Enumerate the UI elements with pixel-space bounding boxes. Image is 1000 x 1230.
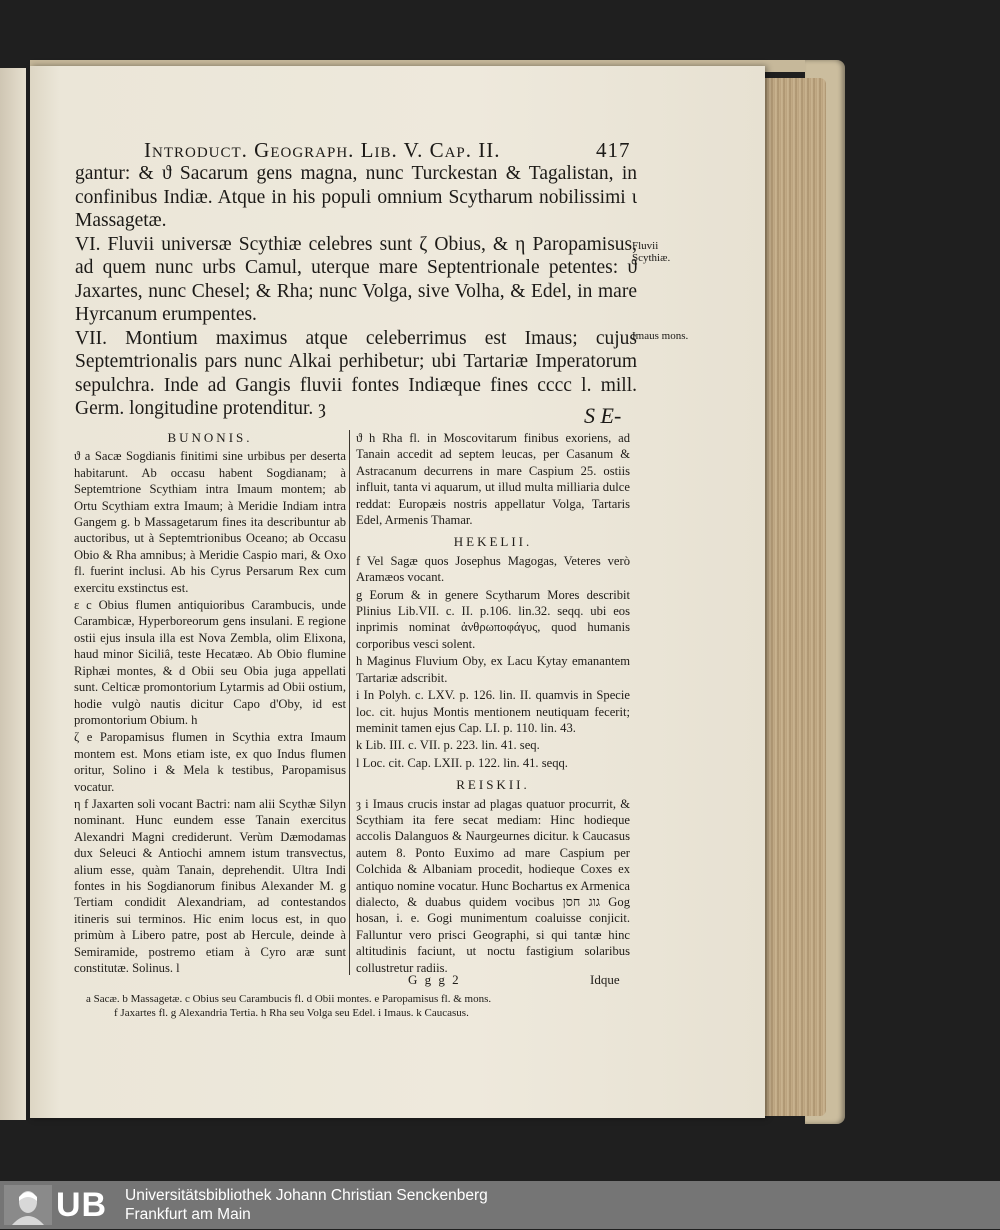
running-header bbox=[144, 138, 634, 163]
marginal-index-footnote bbox=[86, 992, 646, 1020]
institution-name bbox=[125, 1186, 488, 1224]
column-divider bbox=[349, 430, 350, 975]
catchword-bottom: Idque bbox=[590, 972, 620, 987]
margin-note-fluvii: Fluvii Scythiæ. bbox=[632, 240, 671, 264]
page-number: 417 bbox=[596, 138, 631, 162]
section-heading: HEKELII. bbox=[453, 534, 533, 550]
commentary-paragraph: l Loc. cit. Cap. LXII. p. 122. lin. 41. seqq. bbox=[356, 755, 568, 770]
library-footer bbox=[0, 1181, 1000, 1229]
footnote-line: a Sacæ. b Massagetæ. c Obius seu Carambucis fl. d Obii montes. e Paropamisus fl. & mons. bbox=[86, 993, 492, 1005]
section-heading: BUNONIS. bbox=[167, 430, 253, 445]
running-title: Introduct. Geograph. Lib. V. Cap. II. bbox=[144, 138, 501, 162]
commentary-paragraph: ϑ a Sacæ Sogdianis finitimi sine urbibus per deserta habitarunt. Ab occasu habent Sogdianam; à Septemtrione Scythiam intra Imaum montem; ab Ortu Scythiam extra Imaum; à Meridie Indiam intra Gangem g. b Massagetarum fines ita describuntur ab auctoribus, ut à Septemtrionibus Oceano; ab Occasu Obio & Rha amnibus; à Meridie Caspio mari, & Oxo fl. fuerint inclusi. Ab his Cyrus Persarum Rex cum exercitu exstinctus est. bbox=[74, 449, 346, 595]
main-paragraph: VII. Montium maximus atque celeberrimus est Imaus; cujus Septemtrionalis pars nunc Alkai perhibetur; ubi Tartariæ Imperatorum sepulchra. Inde ad Gangis fluvii fontes Indiæque fines cccc l. mill. Germ. longitudine protenditur. ȝ bbox=[75, 327, 637, 419]
commentary-right-column bbox=[356, 430, 630, 977]
commentary-paragraph: f Vel Sagæ quos Josephus Magogas, Veteres verò Aramæos vocant. bbox=[356, 553, 630, 585]
commentary-paragraph: ȝ i Imaus crucis instar ad plagas quatuor procurrit, & Scythiam ita fere secat mediam: Hinc hodieque accolis Dalanguos & Naurgeurnes dicitur. k Caucasus autem 8. Ponto Euximo ad mare Caspium per Colchida & Albaniam procedit, hodieque Coxes ex antiquo nomine vocatur. Hunc Bochartus ex Armenica dialecto, & duabus quidem vocibus גוג חסן Gog hosan, i. e. Gogi munimentum coaluisse conjicit. Falluntur vero prisci Geographi, si qui tantæ hinc altitudinis faciunt, ut noctu fastigium solaribus collustretur radiis. bbox=[356, 796, 630, 975]
ub-logo[interactable] bbox=[4, 1185, 116, 1225]
commentary-paragraph: h Maginus Fluvium Oby, ex Lacu Kytay emanantem Tartariæ adscribit. bbox=[356, 654, 630, 685]
commentary-paragraph: ζ e Paropamisus flumen in Scythia extra Imaum montem est. Mons etiam iste, ex quo Indus flumen oritur, Solino i & Mela k testibus, Paropamisus vocatur. bbox=[74, 730, 346, 794]
facing-page-edge bbox=[0, 68, 26, 1120]
catchword-main: S E- bbox=[584, 403, 622, 428]
signature-mark: G g g 2 bbox=[408, 972, 461, 987]
main-text bbox=[75, 162, 637, 421]
footnote-line: f Jaxartes fl. g Alexandria Tertia. h Rha seu Volga seu Edel. i Imaus. k Caucasus. bbox=[114, 1007, 469, 1019]
main-paragraph: gantur: & ϑ Sacarum gens magna, nunc Turckestan & Tagalistan, in confinibus Indiæ. Atque in his populi omnium Scytharum nobilissimi ι Massagetæ. bbox=[75, 163, 637, 231]
main-paragraph: VI. Fluvii universæ Scythiæ celebres sunt ζ Obius, & η Paropamisus, ad quem nunc urbs Camul, uterque mare Septentrionale petentes: ϑ Jaxartes, nunc Chesel; & Rha; nunc Volga, sive Volha, & Edel, in mare Hyrcanum erumpentes. bbox=[75, 233, 637, 325]
commentary-left-column bbox=[74, 430, 346, 977]
institution-line: Frankfurt am Main bbox=[125, 1206, 251, 1223]
commentary-paragraph: g Eorum & in genere Scytharum Mores describit Plinius Lib.VII. c. II. p.106. lin.32. seqq. ubi eos inprimis nominat ἀνθρωποφάγυς, quod humanis corporibus vesci solent. bbox=[356, 587, 630, 651]
section-heading: REISKII. bbox=[456, 777, 530, 793]
page-block-edge bbox=[756, 78, 826, 1116]
portrait-icon bbox=[4, 1185, 52, 1225]
margin-note-imaus: Imaus mons. bbox=[632, 330, 689, 342]
commentary-paragraph: η f Jaxarten soli vocant Bactri: nam alii Scythæ Silyn nominant. Hunc eundem esse Tanain exercitus Alexandri Magni crediderunt. Verùm Dæmodamas dux Seleuci & Antiochi amnem istum transvectus, alium esse, quàm Tanain, deprehendit. Ultra Indi fontes in his Sogdianorum finibus Alexander M. g Tertiam condidit Alexandriam, ad contestandos itineris sui terminos. Hic enim locus est, in quo primùm à Libero patre, post ab Hercule, deinde à Semiramide, postremo etiam à Cyro aræ sunt constitutæ. Solinus. l bbox=[74, 796, 346, 975]
commentary-paragraph: ϑ h Rha fl. in Moscovitarum finibus exoriens, ad Tanain accedit ad septem leucas, per Casanum & Astracanum decurrens in mare Caspium 25. ostiis influit, tanta vi aquarum, ut illud multa milliaria dulce reddat: Europæis nostris appellatur Volga, Tartaris Edel, Armenis Thamar. bbox=[356, 431, 630, 528]
commentary-paragraph: i In Polyh. c. LXV. p. 126. lin. II. quamvis in Specie loc. cit. hujus Montis mentionem neutiquam fecerit; meminit tamen ejus Cap. LI. p. 110. lin. 43. bbox=[356, 688, 630, 735]
commentary-paragraph: k Lib. III. c. VII. p. 223. lin. 41. seq. bbox=[356, 738, 540, 753]
ub-logo-text: UB bbox=[56, 1186, 108, 1224]
institution-line: Universitätsbibliothek Johann Christian Senckenberg bbox=[125, 1187, 488, 1204]
commentary-paragraph: ε c Obius flumen antiquioribus Carambucis, unde Carambicæ, Hyperboreorum gens insulani. E regione ostii ejus insula illa est Nova Zembla, olim Elixona, haud minor Siciliâ, teste Hecatæo. Ab Obio flumine Riphæi montes, & d Obii seu Obia juga appellati sunt. Celticæ promontorium Lytarmis ad Obii ostium, hodie vulgò nautis dicitur Capo d'Oby, id est promontorium Obium. h bbox=[74, 598, 346, 727]
